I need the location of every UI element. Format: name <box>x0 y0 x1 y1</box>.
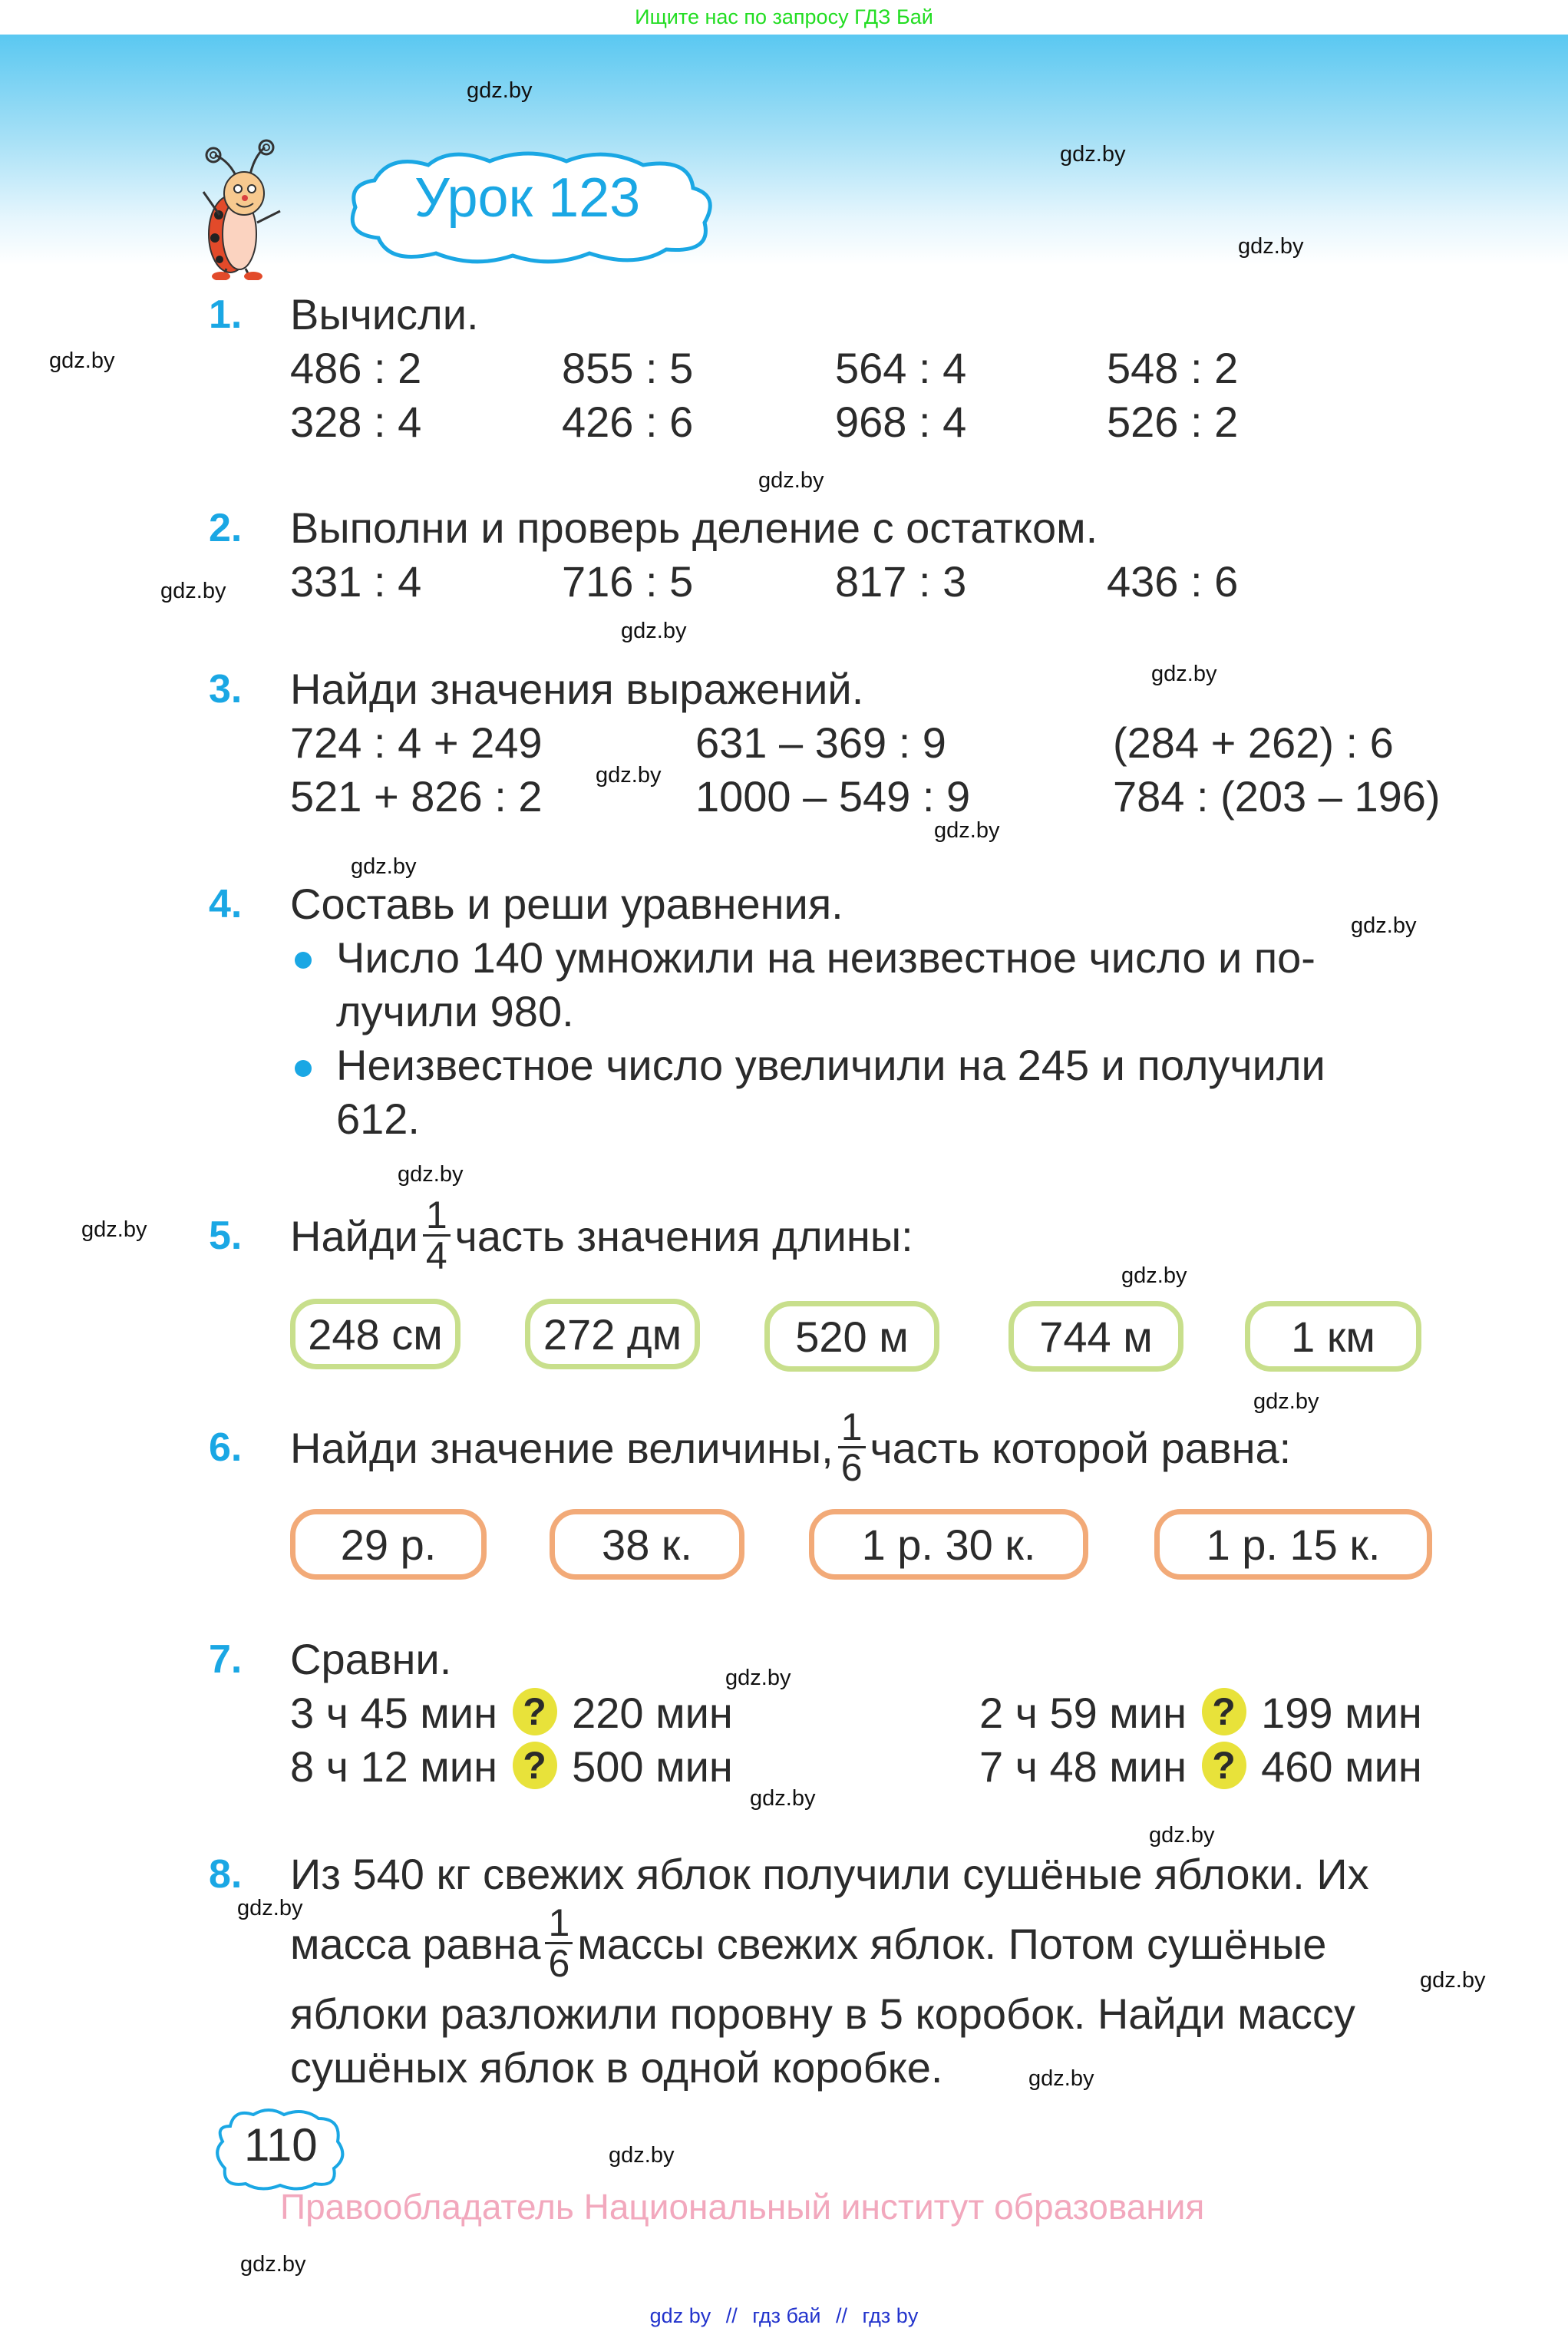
task-title: Составь и реши уравнения. <box>290 880 843 928</box>
task-number: 7. <box>209 1637 243 1682</box>
comparison <box>290 1742 733 1794</box>
expression: 548 : 2 <box>1107 344 1239 392</box>
problem-text-line <box>290 1902 1326 1987</box>
task-number: 2. <box>209 506 243 550</box>
expression: 784 : (203 – 196) <box>1113 772 1441 821</box>
problem-text-line: сушёных яблок в одной коробке. <box>290 2043 943 2092</box>
length-box: 744 м <box>1008 1301 1183 1372</box>
task-title <box>290 1194 913 1280</box>
problem-text-before: масса равна <box>290 1920 541 1968</box>
watermark: gdz.by <box>1149 1823 1215 1848</box>
fraction <box>545 1900 573 1985</box>
watermark: gdz.by <box>1253 1389 1319 1414</box>
bullet-text: Неизвестное число увеличили на 245 и получили <box>336 1041 1325 1089</box>
watermark: gdz.by <box>609 2143 675 2168</box>
expression: 1000 – 549 : 9 <box>695 772 971 821</box>
bullet-icon <box>295 1060 312 1077</box>
watermark: gdz.by <box>934 818 1000 843</box>
comparison-left: 2 ч 59 мин <box>979 1689 1187 1737</box>
expression: 331 : 4 <box>290 557 422 606</box>
top-banner: Ищите нас по запросу ГДЗ Бай <box>0 0 1568 35</box>
watermark: gdz.by <box>725 1666 791 1690</box>
bullet-text: лучили 980. <box>336 987 574 1035</box>
watermark: gdz.by <box>596 763 662 788</box>
expression: 968 : 4 <box>835 398 967 446</box>
task-title-after: часть которой равна: <box>870 1424 1292 1472</box>
task-number: 1. <box>209 292 243 337</box>
task-title: Сравни. <box>290 1635 452 1683</box>
fraction-numerator: 1 <box>545 1904 573 1944</box>
question-circle-icon: ? <box>1202 1742 1246 1789</box>
expression: (284 + 262) : 6 <box>1113 718 1394 767</box>
expression: 436 : 6 <box>1107 557 1239 606</box>
problem-text-line: Из 540 кг свежих яблок получили сушёные яблоки. Их <box>290 1850 1369 1898</box>
expression: 631 – 369 : 9 <box>695 718 946 767</box>
problem-text-line: яблоки разложили поровну в 5 коробок. Найди массу <box>290 1990 1355 2038</box>
watermark: gdz.by <box>1060 142 1126 167</box>
fraction <box>423 1193 451 1277</box>
watermark: gdz.by <box>1151 662 1217 686</box>
value-box: 38 к. <box>550 1509 744 1580</box>
question-circle-icon: ? <box>1202 1688 1246 1735</box>
value-box: 29 р. <box>290 1509 487 1580</box>
expression: 526 : 2 <box>1107 398 1239 446</box>
footer-link-gdz-bai[interactable]: гдз бай <box>752 2304 821 2327</box>
watermark: gdz.by <box>750 1786 816 1811</box>
comparison-right: 199 мин <box>1261 1689 1422 1737</box>
footer-link-gdz-by-cyr[interactable]: гдз by <box>862 2304 919 2327</box>
expression: 328 : 4 <box>290 398 422 446</box>
value-box: 1 р. 15 к. <box>1154 1509 1432 1580</box>
expression: 426 : 6 <box>562 398 694 446</box>
task-number: 4. <box>209 882 243 926</box>
length-box: 248 см <box>290 1299 460 1369</box>
problem-text-after: массы свежих яблок. Потом сушёные <box>577 1920 1327 1968</box>
watermark: gdz.by <box>81 1217 147 1242</box>
task-title-after: часть значения длины: <box>454 1212 913 1260</box>
length-box: 272 дм <box>525 1299 700 1369</box>
watermark: gdz.by <box>1351 913 1417 938</box>
watermark: gdz.by <box>49 348 115 373</box>
watermark: gdz.by <box>160 579 226 603</box>
task-number: 8. <box>209 1852 243 1897</box>
length-box: 1 км <box>1245 1301 1421 1372</box>
fraction-denominator: 4 <box>425 1233 447 1277</box>
question-circle-icon: ? <box>513 1688 557 1735</box>
watermark: gdz.by <box>758 468 824 493</box>
watermark: gdz.by <box>1420 1968 1486 1993</box>
expression: 716 : 5 <box>562 557 694 606</box>
footer-separator: // <box>725 2304 738 2327</box>
comparison-left: 3 ч 45 мин <box>290 1689 497 1737</box>
page-number: 110 <box>244 2119 318 2171</box>
fraction-numerator: 1 <box>838 1408 866 1448</box>
value-box: 1 р. 30 к. <box>809 1509 1088 1580</box>
expression: 817 : 3 <box>835 557 967 606</box>
lesson-title: Урок 123 <box>414 167 641 229</box>
fraction-denominator: 6 <box>840 1445 863 1489</box>
task-title-before: Найди <box>290 1212 418 1260</box>
watermark: gdz.by <box>240 2252 306 2277</box>
comparison <box>290 1689 733 1740</box>
comparison-left: 7 ч 48 мин <box>979 1742 1187 1791</box>
question-circle-icon: ? <box>513 1742 557 1789</box>
comparison-right: 500 мин <box>572 1742 733 1791</box>
watermark: gdz.by <box>1238 234 1304 259</box>
task-title: Найди значения выражений. <box>290 665 864 713</box>
comparison <box>979 1689 1422 1740</box>
task-number: 6. <box>209 1425 243 1470</box>
task-title-before: Найди значение величины, <box>290 1424 834 1472</box>
expression: 724 : 4 + 249 <box>290 718 543 767</box>
task-title: Вычисли. <box>290 290 479 338</box>
comparison <box>979 1742 1422 1794</box>
footer-links <box>0 2306 1568 2326</box>
comparison-left: 8 ч 12 мин <box>290 1742 497 1791</box>
footer-separator: // <box>836 2304 848 2327</box>
footer-link-gdz-by[interactable]: gdz by <box>649 2304 711 2327</box>
watermark: gdz.by <box>237 1896 303 1920</box>
comparison-right: 460 мин <box>1261 1742 1422 1791</box>
task-number: 5. <box>209 1214 243 1258</box>
fraction-denominator: 6 <box>548 1941 570 1985</box>
watermark: gdz.by <box>398 1162 464 1187</box>
fraction-numerator: 1 <box>423 1196 451 1237</box>
expression: 564 : 4 <box>835 344 967 392</box>
task-number: 3. <box>209 667 243 712</box>
expression: 521 + 826 : 2 <box>290 772 543 821</box>
copyright-notice: Правообладатель Национальный институт образования <box>280 2187 1205 2227</box>
expression: 855 : 5 <box>562 344 694 392</box>
watermark: gdz.by <box>1028 2066 1094 2091</box>
bullet-text: 612. <box>336 1095 420 1143</box>
bullet-icon <box>295 952 312 969</box>
ladybug-mascot-icon <box>192 138 307 280</box>
task-title <box>290 1406 1291 1491</box>
fraction <box>838 1405 866 1489</box>
length-box: 520 м <box>764 1301 939 1372</box>
bullet-text: Число 140 умножили на неизвестное число и по- <box>336 933 1315 982</box>
expression: 486 : 2 <box>290 344 422 392</box>
watermark: gdz.by <box>621 619 687 643</box>
watermark: gdz.by <box>467 78 533 103</box>
task-title: Выполни и проверь деление с остатком. <box>290 504 1098 552</box>
watermark: gdz.by <box>1121 1263 1187 1288</box>
watermark: gdz.by <box>351 854 417 879</box>
comparison-right: 220 мин <box>572 1689 733 1737</box>
